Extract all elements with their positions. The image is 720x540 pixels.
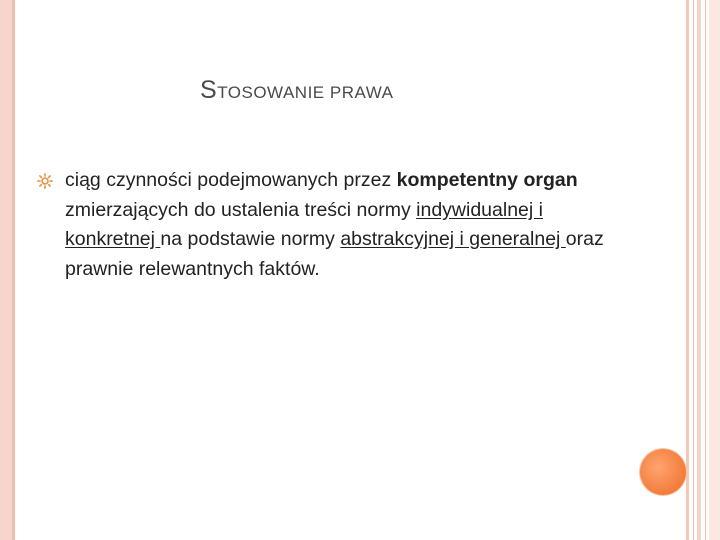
right-frame-line xyxy=(693,0,694,540)
bullet-text xyxy=(65,166,625,284)
orange-circle-decoration xyxy=(640,449,686,495)
slide-title xyxy=(200,76,560,105)
right-frame-line xyxy=(705,0,706,540)
sun-icon xyxy=(37,173,53,189)
title-rest: TOSOWANIE PRAWA xyxy=(217,83,394,102)
text-segment: oraz prawnie relewantnych faktów. xyxy=(65,228,604,280)
title-first-letter: S xyxy=(200,76,218,104)
text-segment: na podstawie normy xyxy=(160,228,341,250)
underlined-term: abstrakcyjnej i generalnej xyxy=(340,228,566,250)
text-segment: ciąg czynności podejmowanych przez xyxy=(65,169,397,191)
right-frame-line xyxy=(686,0,689,540)
right-frame-line xyxy=(697,0,701,540)
bold-term: kompetentny organ xyxy=(396,169,578,191)
text-segment: zmierzających do ustalenia treści normy xyxy=(65,198,417,221)
underlined-term: indywidualnej i konkretnej xyxy=(65,198,543,250)
left-frame-stripe xyxy=(0,0,12,540)
left-frame-line xyxy=(12,0,15,540)
right-frame-line xyxy=(709,0,720,540)
